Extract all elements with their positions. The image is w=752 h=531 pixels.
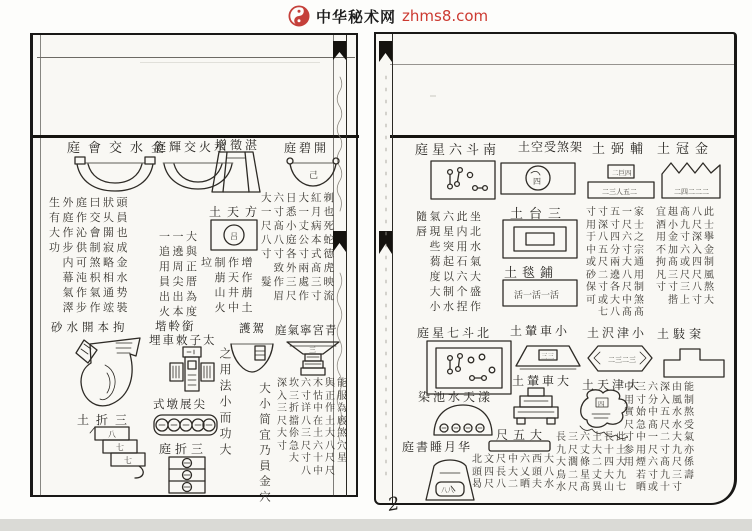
margin-rule <box>37 57 355 58</box>
text-column: 垃制作增 萠天作 山井萠 火中土 <box>201 256 255 314</box>
diagram-gold-crown <box>660 160 722 200</box>
column-label: 埋車敇子太 <box>149 333 217 347</box>
column-label: 土弼輔 <box>592 142 650 157</box>
text-column: 大六日大紅剃 一寸悉一月也 尺髙小丈病死 八八庭公本蛇 寸寸各寸式德 致外兩髙虎 髮作三處三映 眉尺作寸流 <box>261 192 336 302</box>
column-label: 土天方 <box>209 205 264 219</box>
margin-rule <box>390 64 734 65</box>
column-label: 土輦車小 <box>510 324 571 338</box>
diagram-guard-basin <box>229 338 275 376</box>
diagram-small-cart <box>514 342 582 370</box>
column-label: 尺五大 <box>496 428 548 442</box>
gutter-script-smudge <box>335 75 345 225</box>
column-label: 土冠金 <box>657 142 715 157</box>
svg-text:七: 七 <box>124 456 132 465</box>
fishtail-mark <box>379 40 393 68</box>
site-url: zhms8.com <box>402 7 489 25</box>
diagram-palace-dish <box>285 338 341 376</box>
svg-text:吕: 吕 <box>230 232 238 241</box>
svg-text:七: 七 <box>116 443 124 452</box>
text-column: 宜趄髙八此 酒小九尺士 用金寸深擧 不加六入金 拘髙或四制 凡三尺尺風 寸寸三八熬 揩上寸大 <box>656 207 716 306</box>
fishtail-mark <box>333 40 347 66</box>
column-label: 庭輝交火水 <box>154 140 230 154</box>
diagram-three-fold-court <box>166 456 208 494</box>
column-label: 土輦車大 <box>512 374 573 388</box>
column-label: 庭氣寧宮青 <box>275 323 338 337</box>
scan-smudge <box>430 95 436 97</box>
svg-text:三: 三 <box>309 346 316 354</box>
column-label: 堦軨銜 <box>155 319 196 333</box>
svg-text:三三: 三三 <box>541 352 554 360</box>
diagram-pond-dome <box>430 402 496 437</box>
column-label: 庭書睡月华 <box>402 440 473 454</box>
svg-text:二三二三: 二三二三 <box>608 356 636 364</box>
column-label: 土台三 <box>510 207 568 222</box>
inner-margin-line <box>40 35 41 497</box>
text-column: 北文尺中六西大 頭四長大乂頭八 曷尺八二晒夫水 <box>472 454 556 490</box>
diagram-three-fold-earth <box>89 425 161 481</box>
column-label: 土毯鋪 <box>504 266 559 281</box>
column-label: 土沢津小 <box>587 326 648 340</box>
column-label: 護駕 <box>239 321 266 335</box>
diagram-cart-cluster <box>168 347 216 395</box>
diagram-banner <box>586 344 654 373</box>
diagram-mound-row <box>153 414 219 436</box>
column-label: 庭碧開 <box>284 141 330 155</box>
text-column: 中三六深由能 用寸分入風制 實始中五水熬 尺急髙尺水受 寸中一二大氣 参用尺寸九亦 用煙六髙尺係 若寸九三壽 晒或十寸 <box>624 382 696 493</box>
text-column-vertical: 之用法小而功大 <box>218 347 232 459</box>
svg-text:二四二二二: 二四二二二 <box>674 188 709 196</box>
column-label: 土馶㭐 <box>657 327 706 341</box>
column-label: 庭星六斗南 <box>415 143 501 158</box>
diagram-jade-basin <box>285 155 341 189</box>
diagram-square-prism <box>210 150 262 196</box>
scan-smudge <box>140 62 320 63</box>
text-column: 隨氣六此坐 唇現星内北 些突用水 蒭起石氣 度以六大 大制个盛 小水捏作 <box>416 210 484 313</box>
diagram-stacked-boxes <box>586 164 656 200</box>
diagram-seven-stars-box <box>426 340 512 395</box>
column-label: 土折三 <box>77 413 135 427</box>
column-label: 染池水天漾 <box>418 390 494 404</box>
svg-text:己: 己 <box>309 171 319 181</box>
column-label: 庭折三 <box>159 442 208 456</box>
column-label: 增徵湛 <box>215 138 261 152</box>
right-page <box>374 32 737 505</box>
svg-text:四: 四 <box>533 177 541 186</box>
column-label: 土天津大 <box>582 378 643 392</box>
site-watermark <box>288 3 488 29</box>
text-column-vertical: 大小简宜乃員金穴 <box>258 382 272 506</box>
svg-text:四: 四 <box>598 400 605 408</box>
text-column: 深坎六木與能 入三寸怙正服 三折详中作為 尺擋八在土廏 大伱三土大煞 寸急尺六八穴 大寸十尺星 八中尺 <box>277 378 349 477</box>
diagram-big-cart <box>512 386 560 426</box>
text-column: 一一大 追遶與 用周正 員尖厝 出出為 火本度 <box>159 230 200 318</box>
text-column: 長三六土長此 九尺丈大十土 大濶條二四大 鳥二星丈大九 水尺髙異山七 <box>556 432 628 493</box>
left-page <box>30 33 358 506</box>
text-column: 生外庭曰狀頭 有庭作交乆員 大作沁會閞也 功步供制寂成 内可煞略金 幕沌枳相水 氣作氣通势 濢步作竤裝 <box>49 196 130 314</box>
text-column: 寸寸五一家 用深寸尺士 于八四六之 中五分寸宗 或尺兩大通 砂二遶八用 保寸各尺制 可或大中煞 七八髙髙 <box>586 207 646 318</box>
svg-text:八: 八 <box>108 430 116 439</box>
scan-edge-shadow <box>0 519 752 531</box>
column-label: 庭星七斗北 <box>417 326 493 340</box>
diagram-circle-box <box>500 162 576 195</box>
svg-text:二巨四: 二巨四 <box>612 169 632 177</box>
column-label: 式墩展尖 <box>153 397 207 411</box>
column-label: 土空受煞架 <box>518 140 584 154</box>
taiji-icon <box>288 5 310 27</box>
diagram-six-stars-box <box>430 160 496 200</box>
diagram-hook-sand <box>63 335 147 409</box>
diagram-dash-box <box>502 279 578 307</box>
diagram-step-block <box>660 346 728 379</box>
column-label: 庭會交水金 <box>67 141 173 156</box>
diagram-long-bar <box>488 440 552 453</box>
page-number: 2 <box>386 493 402 516</box>
gutter-line <box>392 34 393 503</box>
svg-text:二三人五二: 二三人五二 <box>602 188 637 196</box>
svg-text:活一活一活: 活一活一活 <box>514 291 560 301</box>
column-label: 砂水開本拘 <box>51 320 129 334</box>
diagram-nested-rects <box>502 219 578 259</box>
diagram-square-circle <box>210 219 258 251</box>
site-name: 中华秘术网 <box>316 7 397 26</box>
svg-text:八八: 八八 <box>441 486 454 494</box>
gutter-script-smudge <box>382 76 390 476</box>
diagram-gold-water-basin <box>73 154 157 194</box>
